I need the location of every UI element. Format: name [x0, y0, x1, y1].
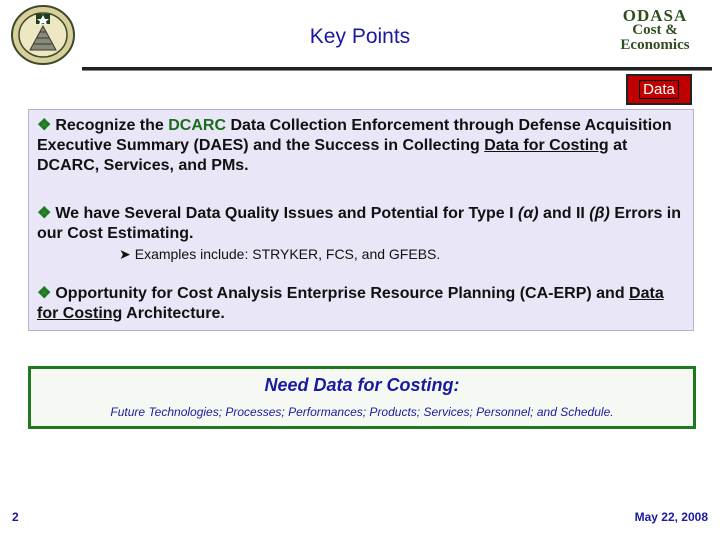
bullet-2-part-3: and II: [538, 205, 590, 222]
diamond-bullet-icon: ❖: [37, 117, 52, 134]
bullet-1: [37, 116, 689, 176]
bullet-2-part-5: Errors in our Cost Estimating.: [37, 205, 682, 242]
header-rule-shadow: [82, 70, 712, 71]
bullet-2-part-1: We have Several Data Quality Issues and Potential for Type I: [55, 205, 519, 222]
logo-line-1: ODASA: [622, 6, 688, 25]
bullet-1-part-1: Recognize the: [55, 117, 169, 134]
odasa-logo: [612, 8, 698, 60]
logo-line-2: Cost &: [632, 22, 678, 38]
bullet-2-sub-text: Examples include: STRYKER, FCS, and GFEBS.: [134, 246, 441, 262]
callout-items: Future Technologies; Processes; Performances; Products; Services; Personnel; and Schedule.: [110, 405, 614, 419]
key-points-panel: [28, 109, 694, 331]
bullet-3-part-1: Opportunity for Cost Analysis Enterprise Resource Planning (CA-ERP) and: [55, 285, 630, 302]
bullet-1-data-for-costing: Data for Costing: [484, 137, 609, 154]
callout-heading: Need Data for Costing:: [264, 375, 460, 395]
data-badge-label: Data: [639, 80, 679, 99]
need-data-callout: [28, 366, 696, 429]
page-number: 2: [12, 510, 19, 524]
bullet-2-sub: [119, 246, 679, 263]
bullet-3: [37, 284, 689, 324]
bullet-3-part-3: Architecture.: [122, 305, 225, 322]
data-badge: [626, 74, 692, 105]
footer-date: May 22, 2008: [634, 510, 708, 524]
bullet-1-part-5: at DCARC, Services, and PMs.: [37, 137, 628, 174]
bullet-1-part-3: Data Collection Enforcement through Defense Acquisition Executive Summary (DAES) and the Success in Collecting: [37, 117, 672, 154]
bullet-1-dcarc: DCARC: [168, 117, 227, 134]
bullet-2-alpha: (α): [518, 205, 539, 222]
arrow-bullet-icon: ➤: [119, 246, 131, 262]
page-title: Key Points: [309, 25, 411, 48]
diamond-bullet-icon: ❖: [37, 205, 52, 222]
bullet-2: [37, 204, 689, 244]
bullet-3-data-for-costing: Data for Costing: [37, 285, 664, 322]
diamond-bullet-icon: ❖: [37, 285, 52, 302]
logo-line-3: Economics: [620, 37, 690, 53]
bullet-2-beta: (β): [589, 205, 610, 222]
